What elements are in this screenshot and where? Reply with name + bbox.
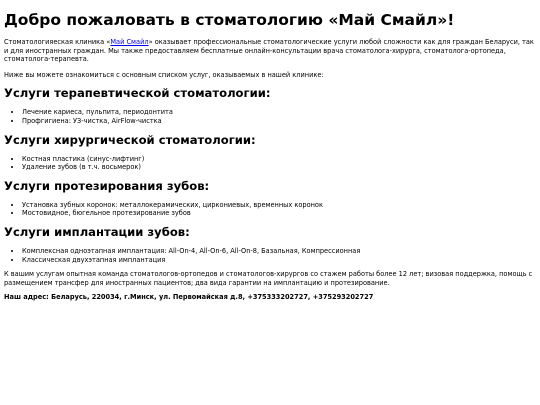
section-title-therapeutic: Услуги терапевтической стоматологии: xyxy=(4,86,271,101)
address-text: Наш адрес: Беларусь, 220034, г.Минск, ул. Первомайская д.8, +375333202727, +375293202727 xyxy=(4,293,374,302)
list-item: • Установка зубных коронок: металлокерамических, циркониевых, временных коронок xyxy=(22,201,536,210)
section-title-surgical: Услуги хирургической стоматологии: xyxy=(4,132,256,147)
section-surgical xyxy=(4,133,536,172)
list-therapeutic xyxy=(4,108,536,125)
section-title-implantation: Услуги имплантации зубов: xyxy=(4,224,190,239)
list-item: • Костная пластика (синус-лифтинг) xyxy=(22,155,536,164)
list-implantation xyxy=(4,247,536,264)
intro-text-after-link: » оказывает профессиональные стоматологические услуги любой сложности как для граждан Беларуси, так и для иностранных граждан. Мы также предоставляем бесплатные онлайн-консультации врача стоматолога-хирурга, стоматолога-ортопеда, стоматолога-терапевта. xyxy=(4,38,534,64)
list-surgical xyxy=(4,155,536,172)
list-item: • Удаление зубов (в т.ч. восьмерок) xyxy=(22,163,536,172)
section-prosthetics xyxy=(4,179,536,218)
list-item: • Мостовидное, бюгельное протезирование зубов xyxy=(22,209,536,218)
intro-text-before-link: Стоматологияеская клиника « xyxy=(4,38,111,46)
clinic-link[interactable]: Май Смайл xyxy=(110,38,149,46)
list-prosthetics xyxy=(4,201,536,218)
intro-paragraph xyxy=(4,38,536,64)
closing-paragraph: К вашим услугам опытная команда стоматологов-ортопедов и стоматологов-хирургов со стажем работы более 12 лет; визовая поддержка, помощь с размещением трансфер для иностранных пациентов; два вида гарантии на имплантацию и протезирование. xyxy=(4,270,533,287)
section-title-prosthetics: Услуги протезирования зубов: xyxy=(4,178,210,193)
section-implantation xyxy=(4,225,536,264)
list-item: • Профгигиена: УЗ-чистка, AirFlow-чистка xyxy=(22,117,536,126)
list-item: • Классическая двухэтапная имплантация xyxy=(22,256,536,265)
services-lead-text: Ниже вы можете ознакомиться с основным списком услуг, оказываемых в нашей клинике: xyxy=(4,70,324,79)
list-item: • Комплексная одноэтапная имплантация: All-On-4, All-On-6, All-On-8, Базальная, Компрессионная xyxy=(22,247,536,256)
page-title: Добро пожаловать в стоматологию «Май Смайл»! xyxy=(4,11,455,29)
list-item: • Лечение кариеса, пульпита, периодонтита xyxy=(22,108,536,117)
section-therapeutic xyxy=(4,86,536,125)
